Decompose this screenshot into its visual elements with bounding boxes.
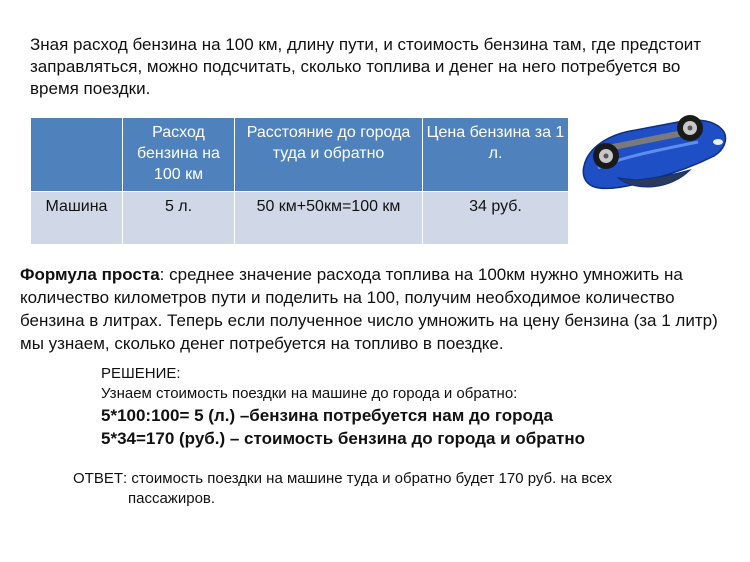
overturned-car-image bbox=[578, 108, 730, 203]
solution-step-cost: 5*34=170 (руб.) – стоимость бензина до города и обратно bbox=[101, 429, 586, 448]
wheel-front-icon bbox=[677, 115, 703, 141]
table-header-row bbox=[31, 118, 569, 192]
fuel-cost-table bbox=[30, 117, 569, 245]
solution-intro: Узнаем стоимость поездки на машине до города и обратно: bbox=[101, 385, 518, 402]
header-empty-cell bbox=[31, 118, 123, 192]
formula-paragraph bbox=[20, 263, 735, 355]
wheel-rear-icon bbox=[593, 143, 619, 169]
formula-title: Формула проста bbox=[20, 265, 160, 284]
cell-price: 34 руб. bbox=[423, 191, 569, 244]
formula-text: : среднее значение расхода топлива на 100км нужно умножить на количество километров пути и поделить на 100, получим необходимое количество бензина в литрах. Теперь если полученное число умножить на цену бензина (за 1 литр) мы узнаем, сколько денег потребуется на топливо в поездке. bbox=[20, 265, 718, 353]
header-consumption: Расход бензина на 100 км bbox=[123, 118, 235, 192]
intro-paragraph: Зная расход бензина на 100 км, длину пути, и стоимость бензина там, где предстоит заправляться, можно подсчитать, сколько топлива и денег на него потребуется во время поездки. bbox=[30, 35, 702, 98]
answer-text-continued: пассажиров. bbox=[128, 490, 216, 507]
header-distance: Расстояние до города туда и обратно bbox=[235, 118, 423, 192]
table-row bbox=[31, 191, 569, 244]
cell-distance: 50 км+50км=100 км bbox=[235, 191, 423, 244]
cell-consumption: 5 л. bbox=[123, 191, 235, 244]
header-price: Цена бензина за 1 л. bbox=[423, 118, 569, 192]
solution-step-fuel: 5*100:100= 5 (л.) –бензина потребуется нам до города bbox=[101, 406, 553, 425]
solution-label: РЕШЕНИЕ: bbox=[101, 365, 181, 382]
answer-text: ОТВЕТ: стоимость поездки на машине туда и обратно будет 170 руб. на всех bbox=[73, 470, 613, 487]
cell-vehicle: Машина bbox=[31, 191, 123, 244]
